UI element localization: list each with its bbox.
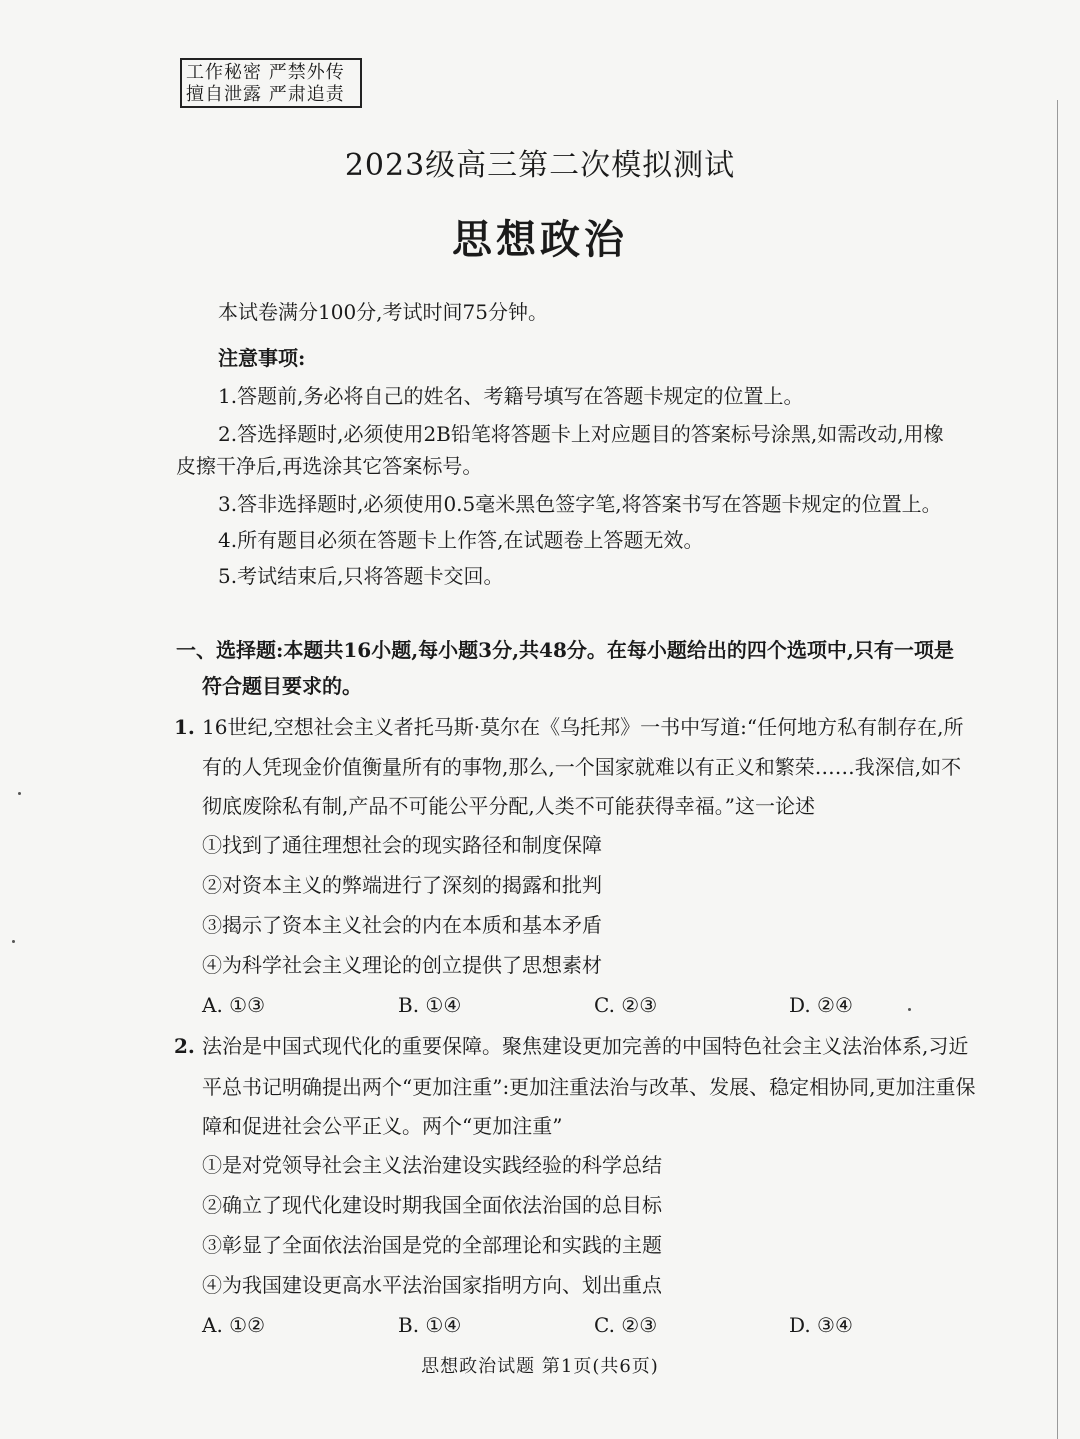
question-2-choice-a: A. ①② [202, 1313, 266, 1337]
question-1-item-3: ③揭示了资本主义社会的内在本质和基本矛盾 [202, 913, 602, 937]
question-2-stem-2: 平总书记明确提出两个“更加注重”:更加注重法治与改革、发展、稳定相协同,更加注重保 [202, 1075, 976, 1099]
question-2-item-4: ④为我国建设更高水平法治国家指明方向、划出重点 [202, 1273, 662, 1297]
question-1-item-4: ④为科学社会主义理论的创立提供了思想素材 [202, 953, 602, 977]
notice-title: 注意事项: [218, 346, 306, 370]
section-heading: 一、选择题:本题共16小题,每小题3分,共48分。在每小题给出的四个选项中,只有一项是 [176, 638, 954, 662]
notice-3: 3.答非选择题时,必须使用0.5毫米黑色签字笔,将答案书写在答题卡规定的位置上。 [218, 492, 942, 516]
question-2-item-2: ②确立了现代化建设时期我国全面依法治国的总目标 [202, 1193, 662, 1217]
question-2-item-1: ①是对党领导社会主义法治建设实践经验的科学总结 [202, 1153, 662, 1177]
notice-2: 2.答选择题时,必须使用2B铅笔将答题卡上对应题目的答案标号涂黑,如需改动,用橡 [218, 422, 944, 446]
question-1-choice-d: D. ②④ [789, 993, 853, 1017]
scan-speck [12, 940, 15, 943]
confidential-stamp [180, 58, 362, 108]
scan-speck [908, 1008, 911, 1011]
exam-title: 2023级高三第二次模拟测试 [344, 148, 736, 183]
notice-4: 4.所有题目必须在答题卡上作答,在试题卷上答题无效。 [218, 528, 704, 552]
question-2-choice-b: B. ①④ [398, 1313, 462, 1337]
question-1-choice-c: C. ②③ [594, 993, 658, 1017]
question-1-item-1: ①找到了通往理想社会的现实路径和制度保障 [202, 833, 602, 857]
notice-5: 5.考试结束后,只将答题卡交回。 [218, 564, 504, 588]
stamp-line-2: 擅自泄露 严肃追责 [186, 84, 345, 105]
question-1-number: 1. [174, 715, 195, 739]
page-footer: 思想政治试题 第1页(共6页) [421, 1356, 659, 1377]
section-heading-cont: 符合题目要求的。 [202, 674, 362, 698]
page-edge-line [1057, 100, 1058, 1439]
question-2-stem-1: 法治是中国式现代化的重要保障。聚焦建设更加完善的中国特色社会主义法治体系,习近 [202, 1034, 969, 1058]
subject-title: 思想政治 [452, 216, 628, 263]
question-2-item-3: ③彰显了全面依法治国是党的全部理论和实践的主题 [202, 1233, 662, 1257]
question-1-item-2: ②对资本主义的弊端进行了深刻的揭露和批判 [202, 873, 602, 897]
question-2-choice-d: D. ③④ [789, 1313, 853, 1337]
notice-2-cont: 皮擦干净后,再选涂其它答案标号。 [176, 454, 483, 478]
question-1-stem-3: 彻底废除私有制,产品不可能公平分配,人类不可能获得幸福。”这一论述 [202, 794, 815, 818]
scan-speck [18, 792, 21, 795]
question-2-number: 2. [174, 1034, 195, 1058]
question-1-stem-2: 有的人凭现金价值衡量所有的事物,那么,一个国家就难以有正义和繁荣……我深信,如不 [202, 755, 962, 779]
question-1-stem-1: 16世纪,空想社会主义者托马斯·莫尔在《乌托邦》一书中写道:“任何地方私有制存在,所 [202, 715, 964, 739]
stamp-line-1: 工作秘密 严禁外传 [186, 62, 345, 83]
question-1-choice-b: B. ①④ [398, 993, 462, 1017]
question-1-choice-a: A. ①③ [202, 993, 266, 1017]
question-2-choice-c: C. ②③ [594, 1313, 658, 1337]
notice-1: 1.答题前,务必将自己的姓名、考籍号填写在答题卡规定的位置上。 [218, 384, 804, 408]
question-2-stem-3: 障和促进社会公平正义。两个“更加注重” [202, 1114, 563, 1138]
score-time-text: 本试卷满分100分,考试时间75分钟。 [218, 300, 548, 324]
